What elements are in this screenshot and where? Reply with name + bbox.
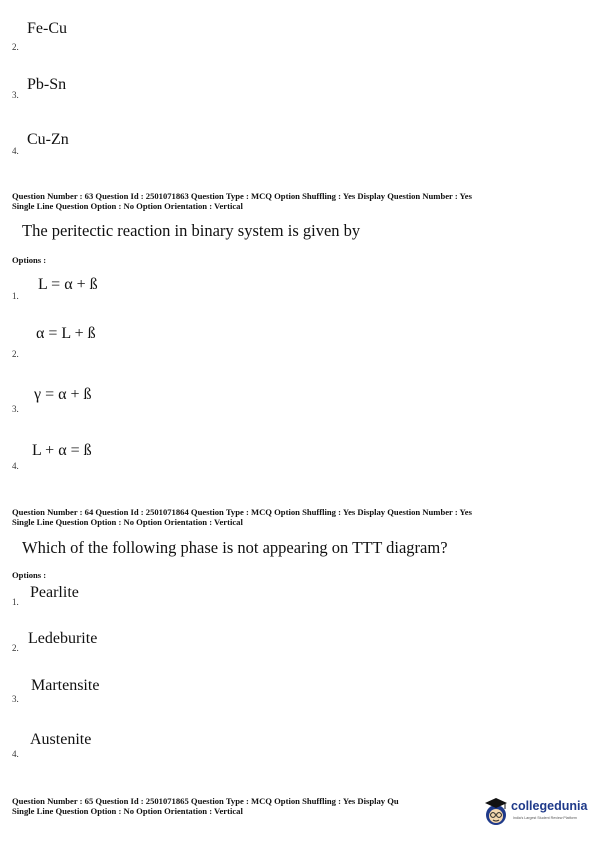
q64-option-text-4: Austenite bbox=[30, 731, 92, 748]
prev-option-text-2: Fe-Cu bbox=[27, 20, 67, 37]
q63-options-label: Options : bbox=[12, 255, 47, 265]
prev-option-text-4: Cu-Zn bbox=[27, 131, 69, 148]
collegedunia-watermark bbox=[483, 795, 591, 831]
prev-option-number-2: 2. bbox=[12, 42, 19, 52]
q63-option-text-4: L + α = ß bbox=[32, 442, 92, 459]
q64-option-number-1: 1. bbox=[12, 597, 19, 607]
q64-option-text-2: Ledeburite bbox=[28, 630, 98, 647]
q63-option-number-3: 3. bbox=[12, 404, 19, 414]
q63-meta-line2: Single Line Question Option : No Option Orientation : Vertical bbox=[12, 201, 243, 211]
q63-option-text-2: α = L + ß bbox=[36, 325, 96, 342]
prev-option-number-3: 3. bbox=[12, 90, 19, 100]
q65-meta-line2: Single Line Question Option : No Option Orientation : Vertical bbox=[12, 806, 243, 816]
q63-question-text: The peritectic reaction in binary system is given by bbox=[22, 221, 361, 240]
prev-option-number-4: 4. bbox=[12, 146, 19, 156]
q63-option-text-1: L = α + ß bbox=[38, 276, 98, 293]
q63-meta-line1: Question Number : 63 Question Id : 2501071863 Question Type : MCQ Option Shuffling : Yes Display Question Number : Yes bbox=[12, 191, 472, 201]
q63-option-number-1: 1. bbox=[12, 291, 19, 301]
q63-option-number-4: 4. bbox=[12, 461, 19, 471]
watermark-tagline: India's Largest Student Review Platform bbox=[513, 816, 577, 820]
q64-option-number-2: 2. bbox=[12, 643, 19, 653]
q64-option-text-1: Pearlite bbox=[30, 584, 79, 601]
q64-option-number-4: 4. bbox=[12, 749, 19, 759]
q64-option-text-3: Martensite bbox=[31, 677, 100, 694]
watermark-brand-name: collegedunia bbox=[511, 799, 588, 813]
graduate-mascot-icon bbox=[483, 795, 509, 829]
q64-meta-line2: Single Line Question Option : No Option Orientation : Vertical bbox=[12, 517, 243, 527]
q64-question-text: Which of the following phase is not appearing on TTT diagram? bbox=[22, 538, 448, 557]
q63-option-number-2: 2. bbox=[12, 349, 19, 359]
q65-meta-line1: Question Number : 65 Question Id : 2501071865 Question Type : MCQ Option Shuffling : Yes Display Qu bbox=[12, 796, 399, 806]
prev-option-text-3: Pb-Sn bbox=[27, 76, 67, 93]
q64-meta-line1: Question Number : 64 Question Id : 2501071864 Question Type : MCQ Option Shuffling : Yes Display Question Number : Yes bbox=[12, 507, 472, 517]
q64-option-number-3: 3. bbox=[12, 694, 19, 704]
q64-options-label: Options : bbox=[12, 570, 47, 580]
q63-option-text-3: γ = α + ß bbox=[34, 386, 92, 403]
